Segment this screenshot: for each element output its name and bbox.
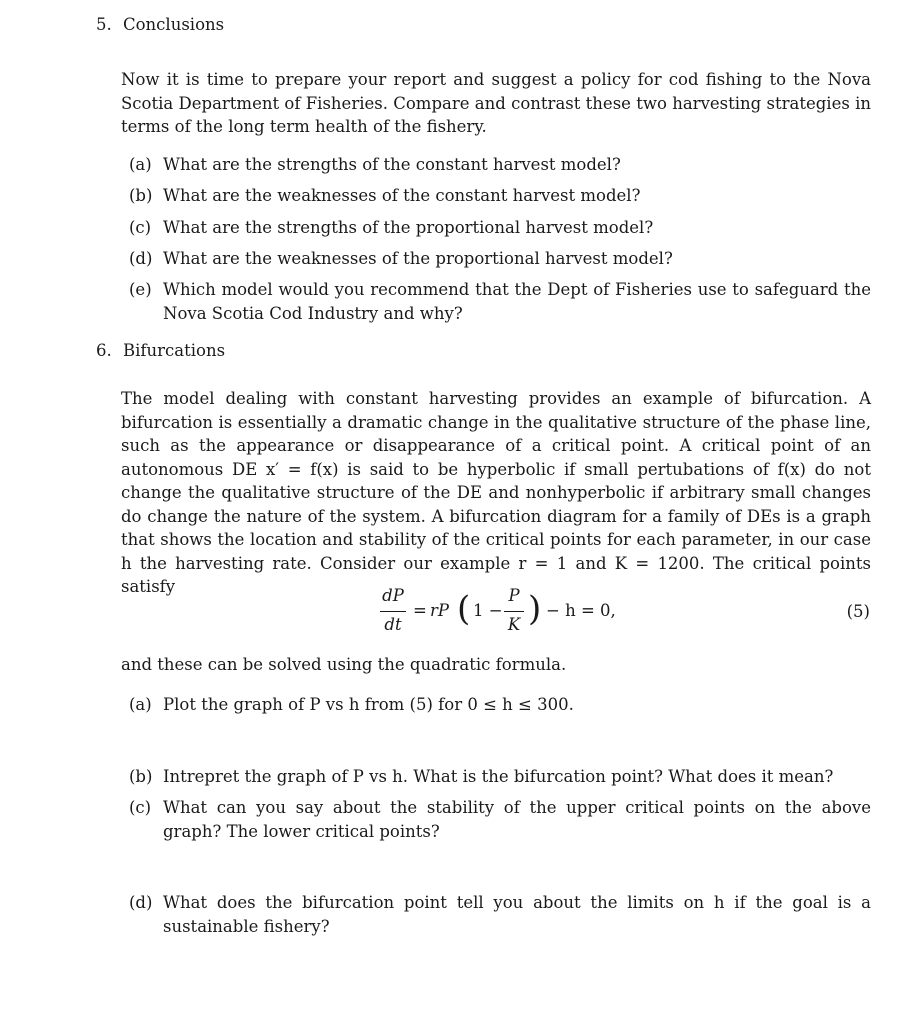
eq-tail: − h = 0, — [546, 601, 616, 620]
item-text: What can you say about the stability of the upper critical points on the above graph? The lower critical points? — [163, 798, 871, 841]
section-5-item-a — [129, 153, 871, 177]
section-6-item-d — [129, 891, 871, 938]
item-text: What are the strengths of the proportional harvest model? — [163, 218, 654, 237]
eq-inner-denominator: K — [507, 615, 521, 634]
item-label: (b) — [129, 767, 153, 786]
section-5-heading — [96, 15, 224, 34]
item-label: (a) — [129, 695, 152, 714]
section-6-item-c — [129, 796, 871, 843]
item-text: Intrepret the graph of P vs h. What is the bifurcation point? What does it mean? — [163, 767, 834, 786]
section-6-heading — [96, 341, 225, 360]
equation-5 — [380, 586, 800, 640]
eq-lhs-denominator: dt — [384, 615, 402, 634]
item-label: (b) — [129, 186, 153, 205]
item-label: (a) — [129, 155, 152, 174]
eq-lhs-numerator: dP — [382, 586, 404, 605]
section-5-item-d — [129, 247, 871, 271]
eq-equals: = — [413, 601, 427, 620]
section-6-item-a — [129, 693, 871, 717]
section-5-intro: Now it is time to prepare your report and suggest a policy for cod fishing to the Nova Scotia Department of Fisheries. Compare and contrast these two harvesting strategies in terms of the long term health of the fishery. — [121, 70, 871, 136]
eq-left-paren: ( — [457, 589, 471, 629]
section-6-after-equation: and these can be solved using the quadratic formula. — [121, 655, 567, 674]
section-5-item-b — [129, 184, 871, 208]
section-5-item-e — [129, 278, 871, 325]
item-label: (e) — [129, 280, 152, 299]
section-5-title: Conclusions — [123, 15, 225, 34]
item-text: Plot the graph of P vs h from (5) for 0 ≤ h ≤ 300. — [163, 695, 574, 714]
item-text: Which model would you recommend that the Dept of Fisheries use to safeguard the Nova Scotia Cod Industry and why? — [163, 280, 871, 323]
section-5-number: 5. — [96, 15, 112, 34]
item-text: What are the weaknesses of the proportional harvest model? — [163, 249, 673, 268]
eq-lhs-fraction-bar — [380, 611, 406, 612]
section-5-item-c — [129, 216, 871, 240]
section-6-title: Bifurcations — [123, 341, 226, 360]
eq-inner-fraction-bar — [504, 611, 524, 612]
item-text: What are the weaknesses of the constant harvest model? — [163, 186, 641, 205]
eq-one-minus: 1 − — [473, 601, 503, 620]
eq-right-paren: ) — [528, 589, 542, 629]
section-6-item-b — [129, 765, 871, 789]
section-6-number: 6. — [96, 341, 112, 360]
eq-inner-numerator: P — [508, 586, 520, 605]
item-label: (c) — [129, 218, 152, 237]
item-label: (c) — [129, 798, 152, 817]
item-label: (d) — [129, 893, 153, 912]
section-6-intro: The model dealing with constant harvesting provides an example of bifurcation. A bifurcation is essentially a dramatic change in the qualitative structure of the phase line, such as the appearance or disappearance of a critical point. A critical point of an autonomous DE x′ = f(x) is said to be hyperbolic if small pertubations of f(x) do not change the qualitative structure of the DE and nonhyperbolic if arbitrary small changes do change the nature of the system. A bifurcation diagram for a family of DEs is a graph that shows the location and stability of the critical points for each parameter, in our case h the harvesting rate. Consider our example r = 1 and K = 1200. The critical points satisfy — [121, 389, 871, 596]
eq-rp: rP — [430, 601, 449, 620]
item-text: What are the strengths of the constant harvest model? — [163, 155, 621, 174]
item-label: (d) — [129, 249, 153, 268]
equation-number: (5) — [846, 602, 870, 621]
item-text: What does the bifurcation point tell you about the limits on h if the goal is a sustainable fishery? — [163, 893, 871, 936]
